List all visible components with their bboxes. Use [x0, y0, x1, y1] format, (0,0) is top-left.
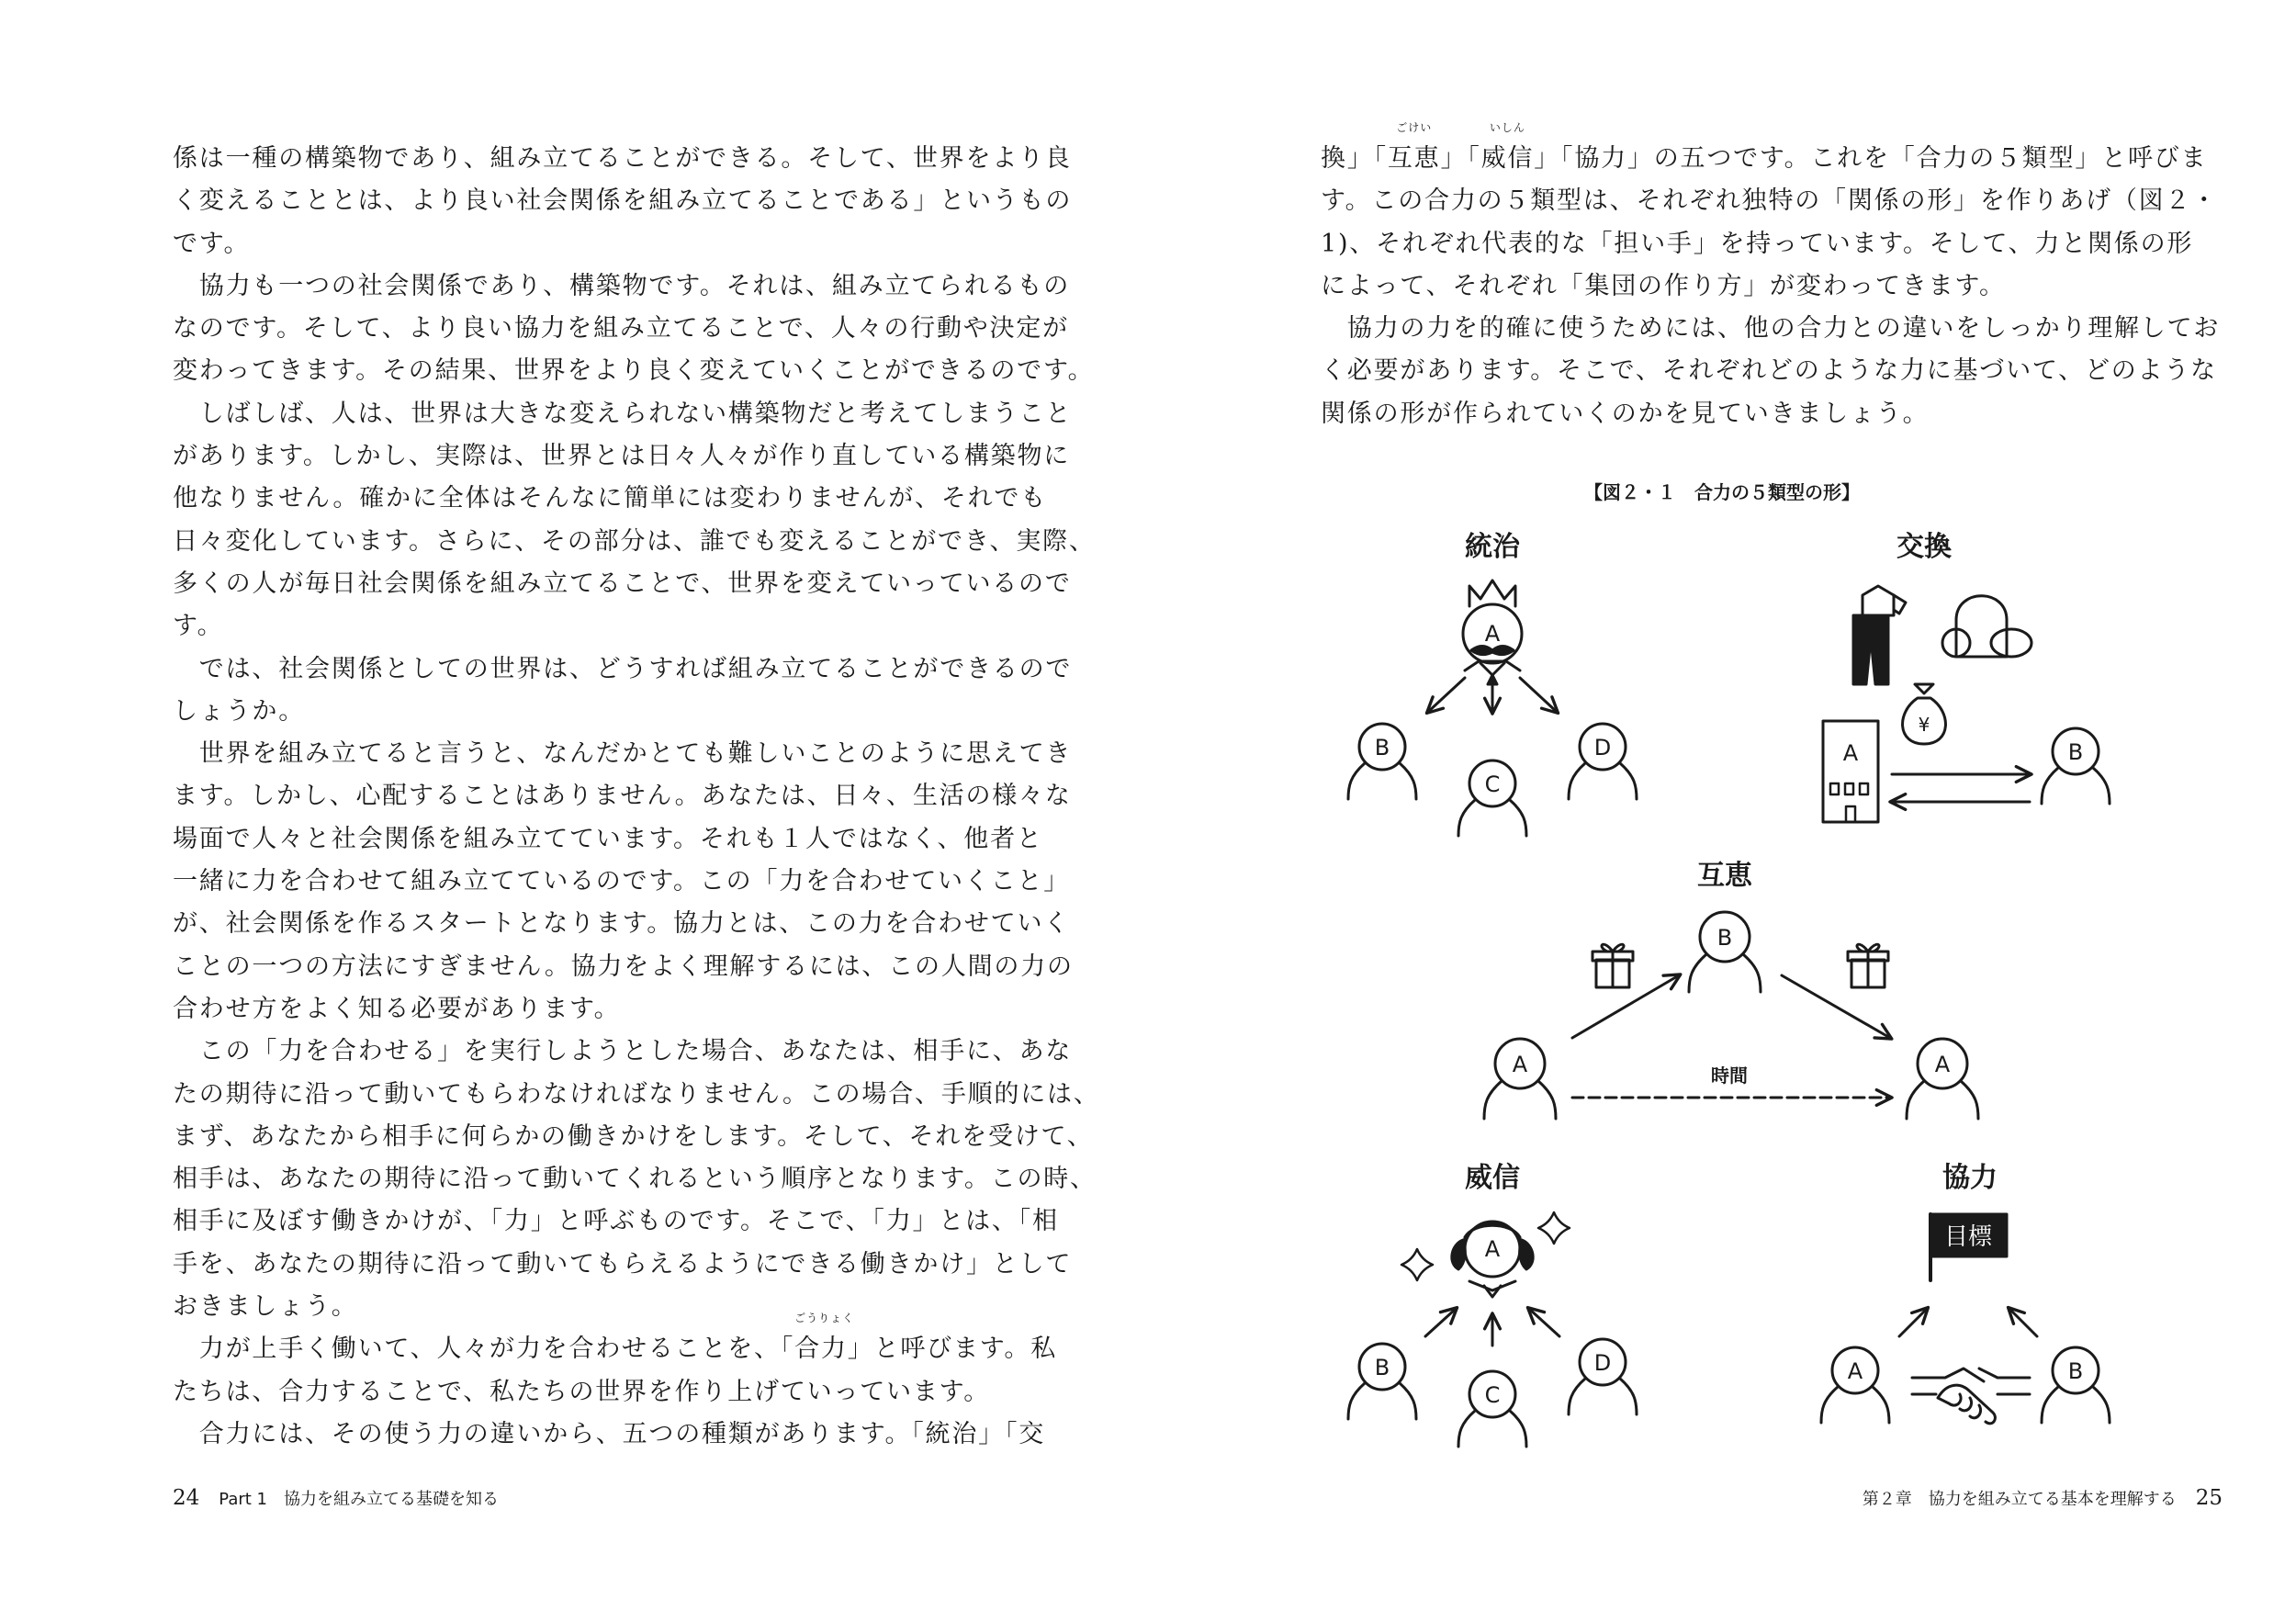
text-line: 相手に及ぼす働きかけが、「力」と呼ぶものです。そこで、「力」とは、「相 — [173, 1207, 1059, 1236]
arrow-to-b — [1428, 678, 1465, 712]
person-letter-a: A — [1484, 621, 1501, 647]
text-line: なのです。そして、より良い協力を組み立てることで、人々の行動や決定が — [173, 314, 1069, 344]
text-segment: 」「協力」の五つです。これを「合力の５類型」と呼びま — [1534, 144, 2208, 173]
label-cooperation: 協力 — [1942, 1162, 1998, 1194]
person-letter-c: C — [1484, 772, 1501, 797]
right-running-head: 第２章 協力を組み立てる基本を理解する — [1862, 1490, 2177, 1509]
person-b-icon — [1348, 1344, 1416, 1419]
person-b-icon — [2042, 728, 2110, 804]
person-letter-d: D — [1593, 1350, 1612, 1376]
person-letter-b: B — [2067, 1358, 2084, 1384]
ruby-base: 互恵 — [1387, 144, 1441, 173]
text-line: 係は一種の構築物であり、組み立てることができる。そして、世界をより良 — [173, 144, 1072, 173]
yen-symbol: ¥ — [1918, 714, 1930, 736]
person-d-icon — [1569, 1339, 1637, 1414]
arrow-to-d — [1520, 678, 1557, 712]
text-line: す。この合力の５類型は、それぞれ独特の「関係の形」を作りあげ（図２・ — [1321, 186, 2219, 216]
arrow-b-to-a — [1782, 975, 1890, 1038]
gouryoku-five-types-figure — [1148, 514, 2296, 1506]
right-footer — [1850, 1486, 2223, 1510]
person-letter-d: D — [1593, 735, 1612, 760]
text-line: では、社会関係としての世界は、どうすれば組み立てることができるので — [173, 654, 1073, 683]
text-line: 他なりません。確かに全体はそんなに簡単には変わりませんが、それでも — [173, 484, 1048, 513]
text-line: く必要があります。そこで、それぞれどのような力に基づいて、どのような — [1321, 356, 2217, 386]
ruby-text: ごけい — [1396, 121, 1433, 134]
text-line: 協力の力を的確に使うためには、他の合力との違いをしっかり理解してお — [1321, 314, 2221, 344]
money-bag-icon — [1903, 684, 1946, 744]
person-letter-b: B — [1716, 925, 1733, 951]
left-body-text — [173, 138, 1100, 1456]
text-line: たの期待に沿って動いてもらわなければなりません。この場合、手順的には、 — [173, 1079, 1100, 1109]
person-letter-b: B — [1374, 735, 1390, 760]
sparkle-icon — [1401, 1249, 1433, 1280]
time-label: 時間 — [1711, 1064, 1748, 1087]
king-a-icon — [1463, 580, 1522, 684]
text-line: が、社会関係を作るスタートとなります。協力とは、この力を合わせていく — [173, 909, 1071, 939]
goal-flag-icon — [1930, 1214, 2007, 1280]
text-line: 協力も一つの社会関係であり、構築物です。それは、組み立てられるもの — [173, 271, 1071, 300]
ruby-text: ごうりょく — [794, 1312, 855, 1325]
person-letter-a: A — [1934, 1052, 1951, 1077]
left-footer — [173, 1486, 512, 1510]
text-line: ことの一つの方法にすぎません。協力をよく理解するには、この人間の力の — [173, 952, 1074, 981]
arrow-d-to-a — [1529, 1309, 1559, 1336]
person-b-icon — [1348, 724, 1416, 799]
arrow-a-to-b — [1572, 975, 1679, 1038]
text-line: おきましょう。 — [173, 1292, 358, 1322]
person-letter-b: B — [2067, 739, 2084, 765]
person-letter-a: A — [1484, 1236, 1501, 1262]
clothes-icon — [1853, 586, 1906, 684]
text-line: によって、それぞれ「集団の作り方」が変わってきます。 — [1321, 271, 2006, 300]
text-segment: 力が上手く働いて、人々が力を合わせることを、「 — [173, 1335, 795, 1364]
text-line: 世界を組み立てると言うと、なんだかとても難しいことのように思えてき — [173, 739, 1073, 769]
idol-a-icon — [1452, 1222, 1533, 1297]
goal-flag-text: 目標 — [1943, 1223, 1993, 1251]
text-line — [1321, 121, 2208, 180]
text-segment: 」「 — [1440, 144, 1481, 173]
label-exchange: 交換 — [1896, 531, 1952, 563]
arrow-b-to-a — [1425, 1309, 1456, 1336]
text-line: く変えることとは、より良い社会関係を組み立てることである」というもの — [173, 186, 1073, 216]
right-page-number: 25 — [2195, 1486, 2223, 1510]
label-reciprocity: 互恵 — [1697, 860, 1752, 892]
text-line: 関係の形が作られていくのかを見ていきましょう。 — [1321, 399, 1930, 428]
building-letter-a: A — [1842, 740, 1859, 766]
person-letter-b: B — [1374, 1355, 1390, 1380]
left-page-number: 24 — [173, 1486, 200, 1510]
text-line: しばしば、人は、世界は大きな変えられない構築物だと考えてしまうこと — [173, 399, 1073, 428]
ruby-ishin — [1480, 121, 1535, 180]
arrow-b-to-goal — [2009, 1309, 2037, 1336]
text-line: 一緒に力を合わせて組み立てているのです。この「力を合わせていくこと」 — [173, 867, 1071, 896]
text-line: ます。しかし、心配することはありません。あなたは、日々、生活の様々な — [173, 782, 1072, 811]
person-a-icon — [1484, 1039, 1556, 1119]
ruby-gouryoku — [794, 1312, 855, 1370]
figure-caption: 【図２・１ 合力の５類型の形】 — [1584, 481, 1860, 503]
label-governance: 統治 — [1465, 531, 1520, 563]
text-segment: 換」「 — [1321, 144, 1388, 173]
person-d-icon — [1569, 724, 1637, 799]
bread-icon — [1942, 596, 2032, 657]
person-a-icon — [1821, 1347, 1889, 1423]
person-c-icon — [1458, 760, 1526, 836]
sparkle-icon — [1538, 1212, 1570, 1244]
text-line: たちは、合力することで、私たちの世界を作り上げていっています。 — [173, 1377, 991, 1406]
text-line-with-ruby — [173, 1312, 1058, 1370]
building-a-icon — [1823, 721, 1878, 822]
right-lines — [1321, 180, 2221, 435]
person-letter-a: A — [1512, 1052, 1528, 1077]
person-letter-a: A — [1847, 1358, 1863, 1384]
person-b-icon — [2042, 1347, 2110, 1423]
text-line: 日々変化しています。さらに、その部分は、誰でも変えることができ、実際、 — [173, 526, 1096, 556]
person-b-icon — [1689, 912, 1761, 992]
right-page — [1148, 0, 2296, 1622]
ruby-text: いしん — [1489, 121, 1525, 134]
gift-icon — [1593, 944, 1633, 987]
left-running-head: Part 1 協力を組み立てる基礎を知る — [219, 1490, 499, 1509]
person-c-icon — [1458, 1371, 1526, 1447]
text-line: 相手は、あなたの期待に沿って動いてくれるという順序となります。この時、 — [173, 1165, 1097, 1194]
gift-icon — [1848, 944, 1888, 987]
text-line: です。 — [173, 229, 251, 258]
arrow-a-to-goal — [1899, 1309, 1927, 1336]
ruby-base: 合力 — [794, 1335, 848, 1364]
text-line: まず、あなたから相手に何らかの働きかけをします。そして、それを受けて、 — [173, 1121, 1094, 1151]
right-body-text — [1321, 121, 2221, 435]
text-line: す。 — [173, 612, 224, 641]
text-line: しょうか。 — [173, 696, 305, 726]
label-prestige: 威信 — [1465, 1162, 1520, 1194]
text-line: 変わってきます。その結果、世界をより良く変えていくことができるのです。 — [173, 356, 1095, 386]
ruby-goukei — [1387, 121, 1441, 180]
text-line: があります。しかし、実際は、世界とは日々人々が作り直している構築物に — [173, 442, 1071, 471]
text-line: 合力には、その使う力の違いから、五つの種類があります。「統治」「交 — [173, 1419, 1046, 1448]
text-line: 1)、それぞれ代表的な「担い手」を持っています。そして、力と関係の形 — [1321, 229, 2194, 258]
person-letter-c: C — [1484, 1382, 1501, 1408]
text-line: 場面で人々と社会関係を組み立てています。それも１人ではなく、他者と — [173, 824, 1043, 853]
text-segment: 」と呼びます。私 — [847, 1335, 1058, 1364]
handshake-icon — [1912, 1369, 2030, 1424]
text-line: 多くの人が毎日社会関係を組み立てることで、世界を変えていっているので — [173, 569, 1072, 598]
text-line: 合わせ方をよく知る必要があります。 — [173, 994, 621, 1023]
text-line: 手を、あなたの期待に沿って動いてもらえるようにできる働きかけ」として — [173, 1249, 1073, 1278]
ruby-base: 威信 — [1480, 144, 1535, 173]
text-line: この「力を合わせる」を実行しようとした場合、あなたは、相手に、あな — [173, 1037, 1073, 1066]
person-a-icon — [1907, 1039, 1978, 1119]
